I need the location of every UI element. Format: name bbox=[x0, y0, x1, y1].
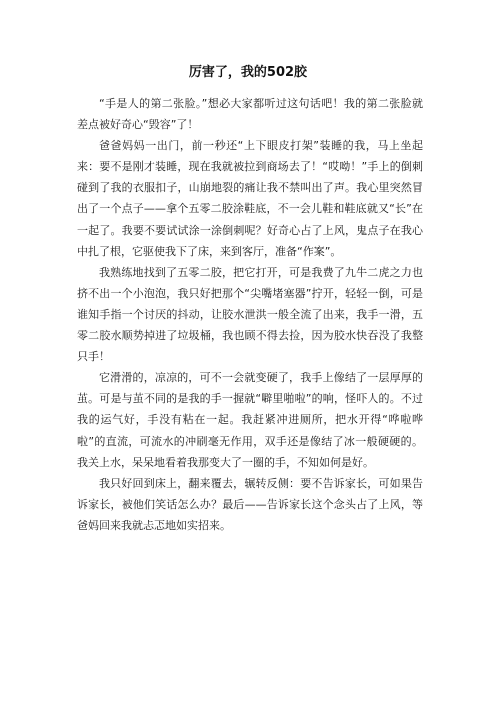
document-body bbox=[77, 93, 423, 536]
paragraph-4: 它滑滑的，凉凉的，可不一会就变硬了，我手上像结了一层厚厚的茧。可是与茧不同的是我的手一握就“噼里啪啦”的响，怪吓人的。不过我的运气好，手没有粘在一起。我赶紧冲进厕所，把水开得“哗啦哗啦”的直流，可流水的冲刷毫无作用，双手还是像结了冰一般硬硬的。我关上水，呆呆地看着我那变大了一圈的手，不知如何是好。 bbox=[77, 371, 423, 469]
document-title: 厉害了，我的502胶 bbox=[188, 65, 308, 80]
paragraph-2: 爸爸妈妈一出门，前一秒还“上下眼皮打架”装睡的我，马上坐起来：要不是刚才装睡，现在我就被拉到商场去了！“哎呦！”手上的倒刺碰到了我的衣服扣子，山崩地裂的痛让我不禁叫出了声。我心里突然冒出了一个点子——拿个五零二胶涂鞋底，不一会儿鞋和鞋底就又“长”在一起了。我要不要试试涂一涂倒刺呢？好奇心占了上风，鬼点子在我心中扎了根，它驱使我下了床，来到客厅，准备“作案”。 bbox=[77, 139, 423, 258]
paragraph-5: 我只好回到床上，翻来覆去，辗转反侧：要不告诉家长，可如果告诉家长，被他们笑话怎么办？最后——告诉家长这个念头占了上风，等爸妈回来我就忐忑地如实招来。 bbox=[77, 476, 423, 532]
paragraph-3: 我熟练地找到了五零二胶，把它打开，可是我费了九牛二虎之力也挤不出一个小泡泡，我只好把那个“尖嘴堵塞器”拧开，轻轻一倒，可是谁知手指一个讨厌的抖动，让胶水泄洪一般全流了出来，我手一滑，五零二胶水顺势掉进了垃圾桶，我也顾不得去捡，因为胶水快吞没了我整只手！ bbox=[77, 265, 423, 364]
paragraph-1: “手是人的第二张脸。”想必大家都听过这句话吧！我的第二张脸就差点被好奇心“毁容”了！ bbox=[77, 97, 423, 132]
